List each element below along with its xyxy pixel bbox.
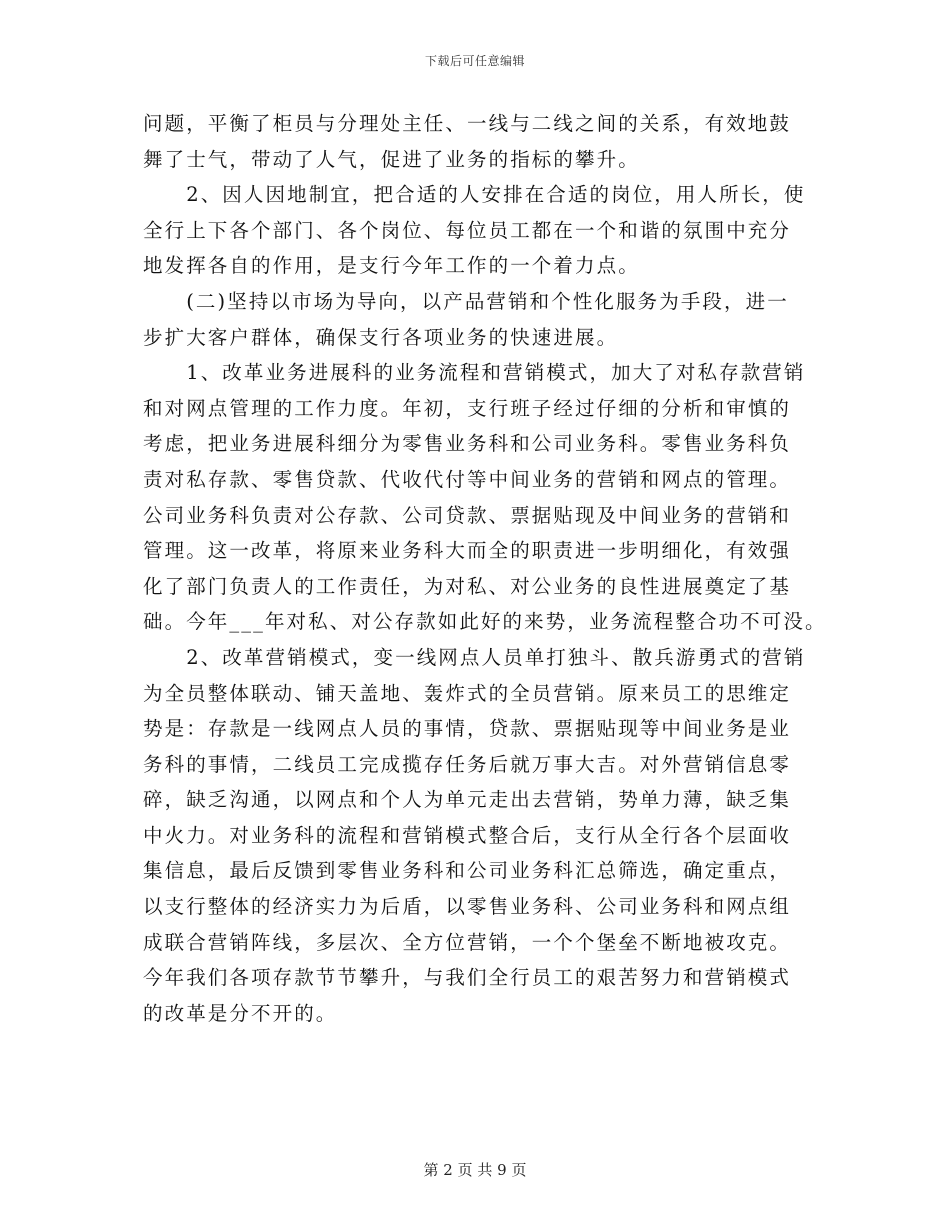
body-line: 化了部门负责人的工作责任，为对私、对公业务的良性进展奠定了基	[143, 574, 792, 598]
body-line: 为全员整体联动、铺天盖地、轰炸式的全员营销。原来员工的思维定	[143, 681, 792, 705]
document-body	[143, 106, 827, 1031]
body-line: 责对私存款、零售贷款、代收代付等中间业务的营销和网点的管理。	[143, 467, 792, 491]
body-line: 地发挥各自的作用，是支行今年工作的一个着力点。	[143, 254, 640, 278]
body-line: 和对网点管理的工作力度。年初，支行班子经过仔细的分析和审慎的	[143, 396, 792, 420]
body-line: 舞了士气，带动了人气，促进了业务的指标的攀升。	[143, 147, 640, 171]
body-line: (二)坚持以市场为导向，以产品营销和个性化服务为手段，进一	[143, 289, 789, 313]
body-line: 管理。这一改革，将原来业务科大而全的职责进一步明细化，有效强	[143, 539, 792, 563]
page-number-footer: 第 2 页 共 9 页	[423, 1161, 527, 1179]
body-line: 步扩大客户群体，确保支行各项业务的快速进展。	[143, 325, 619, 349]
body-line: 考虑，把业务进展科细分为零售业务科和公司业务科。零售业务科负	[143, 432, 792, 456]
body-line: 以支行整体的经济实力为后盾，以零售业务科、公司业务科和网点组	[143, 895, 792, 919]
body-line: 今年我们各项存款节节攀升，与我们全行员工的艰苦努力和营销模式	[143, 966, 792, 990]
body-line: 势是：存款是一线网点人员的事情，贷款、票据贴现等中间业务是业	[143, 717, 792, 741]
body-line: 问题，平衡了柜员与分理处主任、一线与二线之间的关系，有效地鼓	[143, 112, 792, 135]
body-line: 公司业务科负责对公存款、公司贷款、票据贴现及中间业务的营销和	[143, 503, 792, 527]
body-line: 务科的事情，二线员工完成揽存任务后就万事大吉。对外营销信息零	[143, 752, 792, 776]
body-line: 1、改革业务进展科的业务流程和营销模式，加大了对私存款营销	[143, 361, 806, 385]
body-line: 碎，缺乏沟通，以网点和个人为单元走出去营销，势单力薄，缺乏集	[143, 788, 792, 812]
body-line: 全行上下各个部门、各个岗位、每位员工都在一个和谐的氛围中充分	[143, 218, 792, 242]
body-line: 2、因人因地制宜，把合适的人安排在合适的岗位，用人所长，使	[143, 183, 806, 207]
body-line: 集信息，最后反馈到零售业务科和公司业务科汇总筛选，确定重点，	[143, 859, 792, 883]
body-line: 中火力。对业务科的流程和营销模式整合后，支行从全行各个层面收	[143, 823, 792, 847]
body-line: 的改革是分不开的。	[143, 1001, 338, 1025]
body-line: 成联合营销阵线，多层次、全方位营销，一个个堡垒不断地被攻克。	[143, 930, 792, 954]
body-line: 础。今年___年对私、对公存款如此好的来势，业务流程整合功不可没。	[143, 610, 827, 634]
page-header: 下载后可任意编辑	[424, 54, 525, 68]
body-line: 2、改革营销模式，变一线网点人员单打独斗、散兵游勇式的营销	[143, 645, 806, 669]
